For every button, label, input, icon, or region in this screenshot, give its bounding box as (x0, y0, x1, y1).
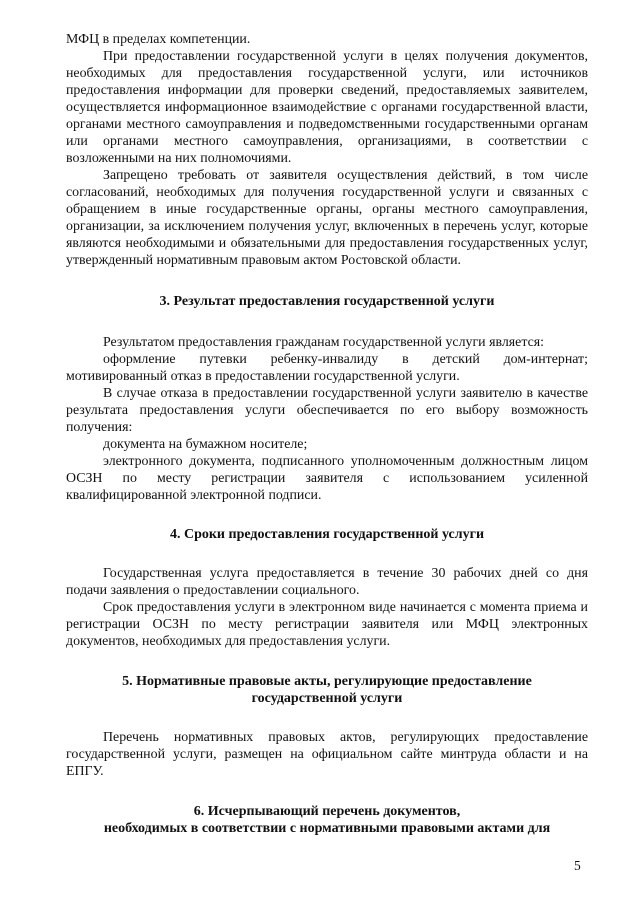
section-3-paragraph: Результатом предоставления гражданам государственной услуги является: (103, 335, 544, 350)
paragraph-interaction: При предоставлении государственной услуги в целях получения документов, необходимых для предоставления государственной услуги, или источников предоставления информации для проверки сведений, предоставляемых заявителем, осуществляется информационное взаимодействие с органами государственной власти, органами местного самоуправления и подведомственными государственными органам или органами местного самоуправления, организациями, в соответствии с возложенными на них полномочиями. (66, 49, 588, 166)
section-3-paragraph: документа на бумажном носителе; (103, 437, 308, 452)
section-4-paragraph: Государственная услуга предоставляется в течение 30 рабочих дней со дня подачи заявления о предоставлении социального. (66, 566, 588, 598)
section-5-heading-line-1: 5. Нормативные правовые акты, регулирующие предоставление (122, 674, 532, 689)
section-5-paragraph: Перечень нормативных правовых актов, регулирующих предоставление государственной услуги, размещен на официальном сайте минтруда области и на ЕПГУ. (66, 730, 588, 779)
section-3-heading: 3. Результат предоставления государственной услуги (159, 294, 495, 309)
section-4-paragraph: Срок предоставления услуги в электронном виде начинается с момента приема и регистрации ОСЗН по месту регистрации заявителя или МФЦ электронных документов, необходимых для предоставления услуги. (66, 600, 588, 649)
section-6-heading-line-2: необходимых в соответствии с нормативными правовыми актами для (103, 821, 551, 836)
page-text (66, 31, 588, 837)
section-5-heading (66, 673, 588, 707)
section-3-paragraph: оформление путевки ребенку-инвалиду в детский дом-интернат; мотивированный отказ в предоставлении государственной услуги. (66, 352, 588, 384)
section-3-paragraph: электронного документа, подписанного уполномоченным должностным лицом ОСЗН по месту регистрации заявителя с использованием усиленной квалифицированной электронной подписи. (66, 454, 588, 503)
paragraph-prohibition: Запрещено требовать от заявителя осуществления действий, в том числе согласований, необходимых для получения государственной услуги и связанных с обращением в иные государственные органы, органы местного самоуправления, организации, за исключением получения услуг, включенных в перечень услуг, которые являются необходимыми и обязательными для предоставления государственных услуг, утвержденный нормативным правовым актом Ростовской области. (66, 168, 588, 268)
section-5-heading-line-2: государственной услуги (251, 691, 403, 706)
section-6-heading (66, 803, 588, 837)
section-4-heading: 4. Сроки предоставления государственной услуги (169, 527, 485, 542)
section-3-paragraph: В случае отказа в предоставлении государственной услуги заявителю в качестве результата предоставления услуги обеспечивается по его выбору возможность получения: (66, 386, 588, 435)
page-number: 5 (574, 858, 581, 873)
section-6-heading-line-1: 6. Исчерпывающий перечень документов, (193, 804, 461, 819)
paragraph-mfc: МФЦ в пределах компетенции. (66, 32, 251, 47)
